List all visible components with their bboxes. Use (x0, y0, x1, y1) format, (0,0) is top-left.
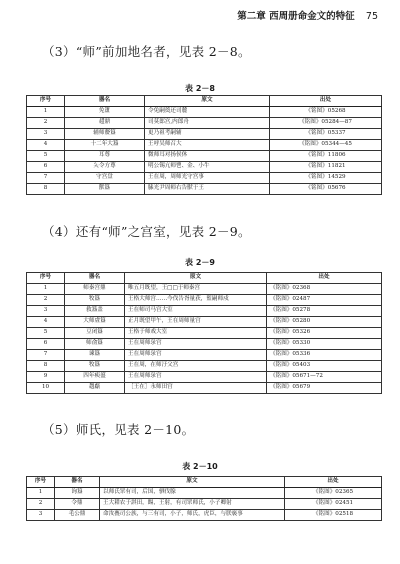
table-cell: 《铭图》05344—45 (270, 140, 382, 151)
column-header: 器名 (65, 96, 145, 107)
table-cell: 守宫盘 (65, 173, 145, 184)
table-row (27, 499, 382, 510)
column-header: 出处 (270, 96, 382, 107)
column-header: 器名 (65, 273, 125, 284)
table-cell: 3 (27, 510, 55, 521)
table-cell: 《铭图》05268 (270, 107, 382, 118)
chapter-title: 西周册命金文的特征 (269, 11, 355, 22)
table-cell: 司莫郎宫,内郎舟 (145, 118, 270, 129)
table-cell: 1 (27, 488, 55, 499)
table-cell: 《铭图》05278 (267, 306, 382, 317)
table-cell: 夨令方尊 (65, 162, 145, 173)
table-2-9 (26, 272, 382, 394)
table-row (27, 151, 382, 162)
table-cell: 7 (27, 173, 65, 184)
table-cell: 5 (27, 328, 65, 339)
column-header: 器名 (55, 477, 100, 488)
table-cell: 牧簋 (65, 361, 125, 372)
table-cell: 4 (27, 317, 65, 328)
table-cell: 《铭图》05403 (267, 361, 382, 372)
table-cell: 四年瘐盨 (65, 372, 125, 383)
table-cell: 《铭图》05671—72 (267, 372, 382, 383)
table-cell: 询簋 (55, 488, 100, 499)
table-row (27, 350, 382, 361)
table-caption-2-9: 表 2－9 (185, 258, 215, 267)
table-row (27, 383, 382, 394)
table-cell: 令免嗣奠还司麓 (145, 107, 270, 118)
table-row (27, 118, 382, 129)
table-cell: 《铭图》05280 (267, 317, 382, 328)
table-cell: 师俞簋 (65, 339, 125, 350)
table-cell: 毛公鼎 (55, 510, 100, 521)
table-cell: 《铭图》02518 (285, 510, 382, 521)
table-cell: 明公锡亢师鬯、金、小牛 (145, 162, 270, 173)
table-cell: 2 (27, 118, 65, 129)
table-cell: 趩甗 (65, 383, 125, 394)
chapter-label: 第二章 (237, 11, 266, 22)
table-cell: 4 (27, 140, 65, 151)
table-cell: 膆光尹周师右告獸于王 (145, 184, 270, 195)
table-row (27, 284, 382, 295)
table-cell: 令鼎 (55, 499, 100, 510)
table-cell: 《铭图》11806 (270, 151, 382, 162)
section-heading-3: （3）“师”前加地名者，见表 2－8。 (42, 44, 251, 59)
table-cell: 师秦宫鼎 (65, 284, 125, 295)
table-header-row (27, 477, 382, 488)
table-cell: 2 (27, 295, 65, 306)
table-cell: 辅师嫠簋 (65, 129, 145, 140)
table-cell: 牧簋 (65, 295, 125, 306)
table-cell: 救簋盖 (65, 306, 125, 317)
table-row (27, 372, 382, 383)
column-header: 出处 (267, 273, 382, 284)
table-row (27, 129, 382, 140)
table-cell: 王呼吴师召大 (145, 140, 270, 151)
table-cell: 1 (27, 107, 65, 118)
table-row (27, 162, 382, 173)
table-cell: 《铭图》05330 (267, 339, 382, 350)
table-row (27, 510, 382, 521)
table-row (27, 184, 382, 195)
table-cell: 更乃祖考嗣辅 (145, 129, 270, 140)
table-cell: 5 (27, 151, 65, 162)
column-header: 原文 (145, 96, 270, 107)
table-cell: 唯五月既望，王□□于师秦宫 (125, 284, 267, 295)
table-cell: 《铭图》02365 (285, 488, 382, 499)
table-row (27, 488, 382, 499)
table-cell: 《铭图》02487 (267, 295, 382, 306)
table-row (27, 107, 382, 118)
section-heading-4: （4）还有“师”之宫室，见表 2－9。 (42, 224, 251, 239)
section-heading-5: （5）师氏，见表 2－10。 (42, 422, 195, 437)
column-header: 序号 (27, 96, 65, 107)
table-row (27, 317, 382, 328)
table-cell: 王格大师宫……今伐告胥量获，監嗣师戍 (125, 295, 267, 306)
table-cell: 《铭图》05336 (267, 350, 382, 361)
table-cell: 王在周师彔宫 (125, 339, 267, 350)
table-cell: 以师氏眔有司，后国，驷伐腺 (100, 488, 285, 499)
table-cell: 《铭图》05326 (267, 328, 382, 339)
table-cell: 9 (27, 372, 65, 383)
table-cell: 王在周，在师汙父宫 (125, 361, 267, 372)
table-cell: 谏簋 (65, 350, 125, 361)
column-header: 序号 (27, 477, 55, 488)
table-cell: 十二年大簋 (65, 140, 145, 151)
table-caption-2-10: 表 2－10 (182, 462, 218, 471)
column-header: 原文 (100, 477, 285, 488)
table-cell: 王在周，周师光守宫事 (145, 173, 270, 184)
table-cell: 《铭图》05679 (267, 383, 382, 394)
table-cell: 1 (27, 284, 65, 295)
table-cell: 6 (27, 162, 65, 173)
table-cell: 《铭图》05284—87 (270, 118, 382, 129)
table-cell: 《铭图》11821 (270, 162, 382, 173)
table-cell: 王格于师戏大室 (125, 328, 267, 339)
table-cell: ［王在］永师田宫 (125, 383, 267, 394)
table-header-row (27, 273, 382, 284)
column-header: 序号 (27, 273, 65, 284)
table-cell: 8 (27, 184, 65, 195)
table-cell: 3 (27, 306, 65, 317)
table-row (27, 140, 382, 151)
table-cell: 《铭图》05337 (270, 129, 382, 140)
table-cell: 微师耳对扬侯休 (145, 151, 270, 162)
table-cell: 2 (27, 499, 55, 510)
table-cell: 3 (27, 129, 65, 140)
table-2-8 (26, 95, 382, 195)
table-row (27, 361, 382, 372)
table-cell: 免簠 (65, 107, 145, 118)
table-cell: 《铭图》02368 (267, 284, 382, 295)
table-cell: 7 (27, 350, 65, 361)
table-cell: 10 (27, 383, 65, 394)
table-cell: 命汝亹司公族，与三有司，小子，师氏，虎臣，与朕亵事 (100, 510, 285, 521)
table-cell: 趞鼎 (65, 118, 145, 129)
table-cell: 耳尊 (65, 151, 145, 162)
table-cell: 王大耤农于諆田，餳，王射，有司眔师氏，小子卿射 (100, 499, 285, 510)
table-cell: 大师虘簋 (65, 317, 125, 328)
column-header: 原文 (125, 273, 267, 284)
table-2-10 (26, 476, 382, 521)
table-row (27, 339, 382, 350)
table-cell: 豆闭簋 (65, 328, 125, 339)
table-cell: 《铭图》05676 (270, 184, 382, 195)
table-row (27, 173, 382, 184)
table-cell: 王在师司马宫大室 (125, 306, 267, 317)
table-cell: 《铭图》02451 (285, 499, 382, 510)
table-header-row (27, 96, 382, 107)
table-cell: 王在周师彔宫 (125, 372, 267, 383)
table-row (27, 328, 382, 339)
table-cell: 《铭图》14529 (270, 173, 382, 184)
column-header: 出处 (285, 477, 382, 488)
running-header (0, 8, 378, 22)
table-cell: 6 (27, 339, 65, 350)
table-row (27, 295, 382, 306)
table-cell: 正月既望甲午，王在周师量宫 (125, 317, 267, 328)
page-number: 75 (365, 11, 378, 22)
table-caption-2-8: 表 2－8 (185, 84, 215, 93)
table-row (27, 306, 382, 317)
table-cell: 獸簋 (65, 184, 145, 195)
table-cell: 8 (27, 361, 65, 372)
table-cell: 王在周师彔宫 (125, 350, 267, 361)
